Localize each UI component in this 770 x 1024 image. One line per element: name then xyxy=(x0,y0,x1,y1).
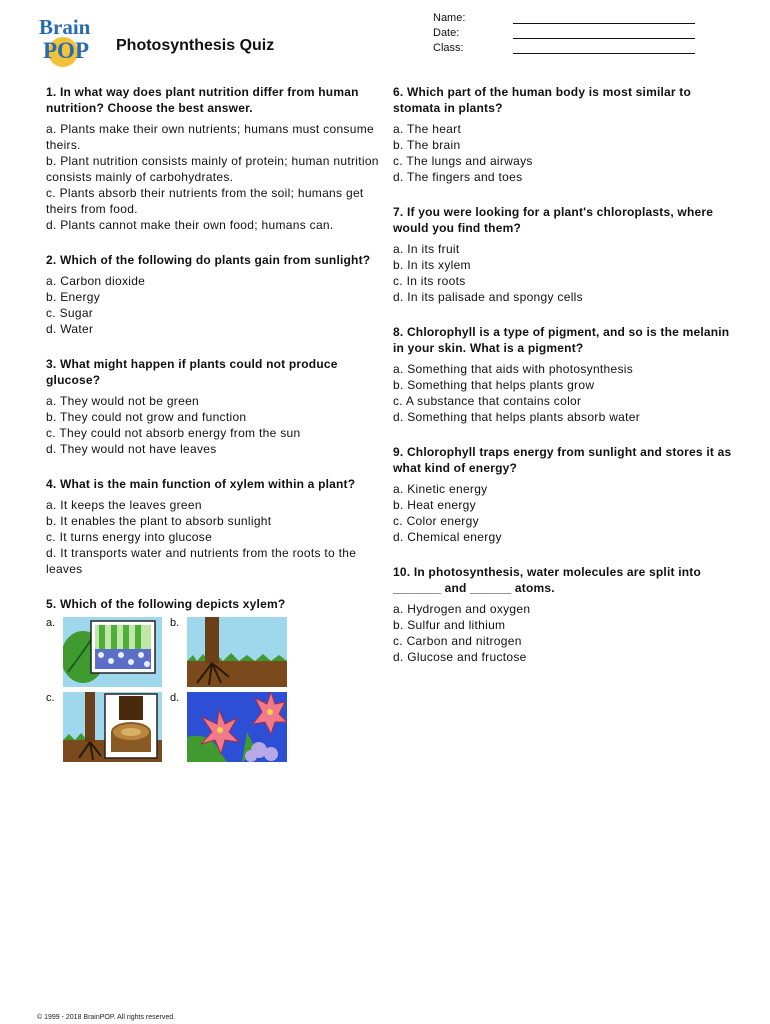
answer-option[interactable]: a. It keeps the leaves green xyxy=(46,498,202,512)
class-label: Class: xyxy=(433,42,464,54)
left-column xyxy=(46,84,381,786)
logo-text-brain: Brain xyxy=(39,15,91,39)
question-8 xyxy=(393,324,738,425)
answer-option[interactable]: c. Carbon and nitrogen xyxy=(393,634,522,648)
question-text: 8. Chlorophyll is a type of pigment, and so is the melanin in your skin. What is a pigment? xyxy=(393,325,730,355)
option-a-image[interactable] xyxy=(63,617,162,687)
question-text: 7. If you were looking for a plant's chloroplasts, where would you find them? xyxy=(393,205,714,235)
date-field[interactable] xyxy=(433,24,695,39)
question-text: 1. In what way does plant nutrition differ from human nutrition? Choose the best answer. xyxy=(46,85,359,115)
name-label: Name: xyxy=(433,12,466,24)
answer-option[interactable]: c. The lungs and airways xyxy=(393,154,533,168)
question-text: 5. Which of the following depicts xylem? xyxy=(46,597,286,611)
question-6 xyxy=(393,84,738,185)
copyright-footer: © 1999 - 2018 BrainPOP. All rights reserved. xyxy=(37,1014,176,1021)
answer-option[interactable]: b. Something that helps plants grow xyxy=(393,378,595,392)
answer-option[interactable]: d. In its palisade and spongy cells xyxy=(393,290,583,304)
question-text: 10. In photosynthesis, water molecules are split into _______ and ______ atoms. xyxy=(393,565,702,595)
option-d-label: d. xyxy=(170,692,180,704)
answer-option[interactable]: b. Sulfur and lithium xyxy=(393,618,506,632)
option-b-label: b. xyxy=(170,617,180,629)
question-10 xyxy=(393,564,738,665)
answer-option[interactable]: a. The heart xyxy=(393,122,462,136)
option-d-image[interactable] xyxy=(187,692,287,762)
question-4 xyxy=(46,476,381,577)
answer-option[interactable]: a. Plants make their own nutrients; humans must consume theirs. xyxy=(46,122,374,152)
answer-option[interactable]: d. Plants cannot make their own food; humans can. xyxy=(46,218,334,232)
answer-option[interactable]: b. The brain xyxy=(393,138,461,152)
date-line[interactable] xyxy=(513,29,695,39)
answer-option[interactable]: c. They could not absorb energy from the sun xyxy=(46,426,301,440)
answer-option[interactable]: d. It transports water and nutrients from the roots to the leaves xyxy=(46,546,357,576)
question-5 xyxy=(46,596,381,767)
option-b-image[interactable] xyxy=(187,617,287,687)
answer-option[interactable]: b. They could not grow and function xyxy=(46,410,247,424)
answer-option[interactable]: a. Carbon dioxide xyxy=(46,274,146,288)
answer-option[interactable]: a. Something that aids with photosynthesis xyxy=(393,362,634,376)
class-line[interactable] xyxy=(513,44,695,54)
option-c-label: c. xyxy=(46,692,55,704)
question-9 xyxy=(393,444,738,545)
name-field[interactable] xyxy=(433,9,695,24)
page-title: Photosynthesis Quiz xyxy=(116,37,275,54)
question-1 xyxy=(46,84,381,233)
answer-option[interactable]: c. Color energy xyxy=(393,514,479,528)
answer-option[interactable]: d. They would not have leaves xyxy=(46,442,217,456)
answer-option[interactable]: d. Chemical energy xyxy=(393,530,502,544)
answer-option[interactable]: b. Plant nutrition consists mainly of protein; human nutrition consists mainly of carbohydrates. xyxy=(46,154,379,184)
answer-option[interactable]: a. They would not be green xyxy=(46,394,200,408)
answer-option[interactable]: a. In its fruit xyxy=(393,242,460,256)
right-column xyxy=(393,84,738,684)
answer-option[interactable]: a. Hydrogen and oxygen xyxy=(393,602,531,616)
student-info-fields xyxy=(433,9,695,54)
answer-option[interactable]: c. Sugar xyxy=(46,306,94,320)
logo-text-pop: POP xyxy=(43,38,89,63)
question-text: 3. What might happen if plants could not produce glucose? xyxy=(46,357,338,387)
answer-option[interactable]: c. A substance that contains color xyxy=(393,394,582,408)
answer-option[interactable]: b. Heat energy xyxy=(393,498,476,512)
question-text: 4. What is the main function of xylem within a plant? xyxy=(46,477,356,491)
answer-option[interactable]: d. Glucose and fructose xyxy=(393,650,527,664)
answer-option[interactable]: c. In its roots xyxy=(393,274,466,288)
xylem-image-options xyxy=(46,617,381,767)
question-2 xyxy=(46,252,381,337)
brainpop-logo xyxy=(36,12,102,70)
question-text: 9. Chlorophyll traps energy from sunlight and stores it as what kind of energy? xyxy=(393,445,732,475)
question-text: 2. Which of the following do plants gain from sunlight? xyxy=(46,253,371,267)
option-c-image[interactable] xyxy=(63,692,162,762)
answer-option[interactable]: d. The fingers and toes xyxy=(393,170,523,184)
option-a-label: a. xyxy=(46,617,56,629)
answer-option[interactable]: d. Water xyxy=(46,322,94,336)
date-label: Date: xyxy=(433,27,460,39)
answer-option[interactable]: b. Energy xyxy=(46,290,101,304)
answer-option[interactable]: b. In its xylem xyxy=(393,258,471,272)
answer-option[interactable]: a. Kinetic energy xyxy=(393,482,488,496)
question-3 xyxy=(46,356,381,457)
question-7 xyxy=(393,204,738,305)
answer-option[interactable]: c. Plants absorb their nutrients from the soil; humans get theirs from food. xyxy=(46,186,364,216)
name-line[interactable] xyxy=(513,14,695,24)
answer-option[interactable]: c. It turns energy into glucose xyxy=(46,530,213,544)
question-text: 6. Which part of the human body is most similar to stomata in plants? xyxy=(393,85,692,115)
answer-option[interactable]: b. It enables the plant to absorb sunlight xyxy=(46,514,272,528)
answer-option[interactable]: d. Something that helps plants absorb water xyxy=(393,410,641,424)
class-field[interactable] xyxy=(433,39,695,54)
